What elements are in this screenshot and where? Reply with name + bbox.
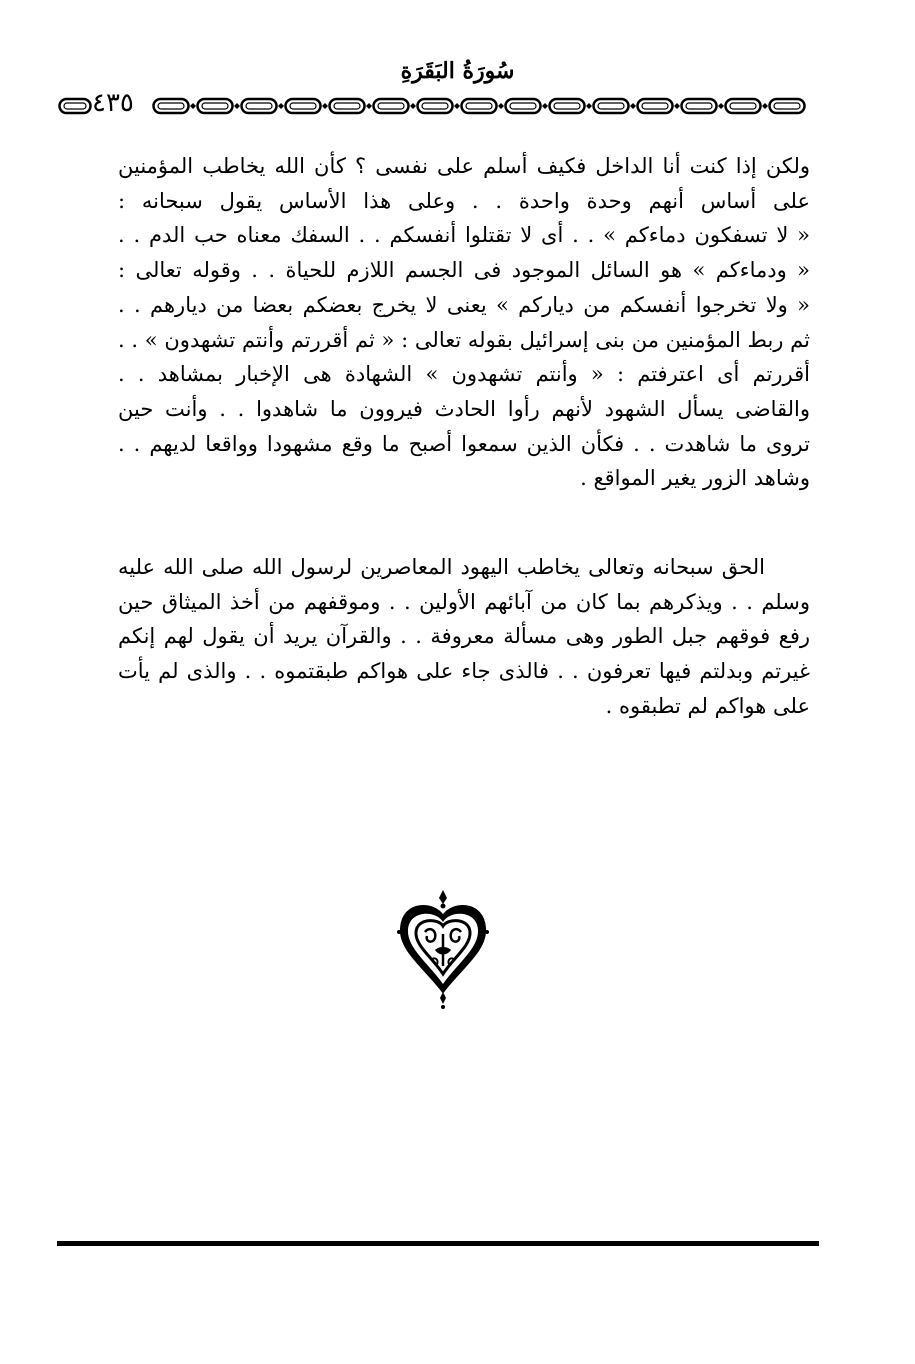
page-number: ٤٣٥ bbox=[92, 88, 134, 118]
chain-border-left-icon bbox=[58, 96, 92, 116]
text-line: وسلم . . ويذكرهم بما كان من آبائهم الأولين . . وموقفهم من أخذ الميثاق حين bbox=[118, 589, 810, 614]
text-line: على هواكم لم تطبقوه . bbox=[605, 693, 810, 718]
text-line: ثم ربط المؤمنين من بنى إسرائيل بقوله تعالى : « ثم أقررتم وأنتم تشهدون » . . bbox=[118, 327, 810, 352]
paragraph-1 bbox=[118, 149, 810, 496]
paragraph-2 bbox=[118, 550, 810, 724]
text-line: على أساس أنهم وحدة واحدة . . وعلى هذا الأساس يقول سبحانه : bbox=[118, 188, 810, 213]
text-line: رفع فوقهم جبل الطور وهى مسألة معروفة . . والقرآن يريد أن يقول لهم إنكم bbox=[118, 624, 810, 649]
text-line: « لا تسفكون دماءكم » . . أى لا تقتلوا أنفسكم . . السفك معناه حب الدم . . bbox=[118, 223, 810, 248]
chain-border-icon bbox=[152, 96, 838, 116]
footer-rule bbox=[57, 1241, 819, 1246]
text-line: « ودماءكم » هو السائل الموجود فى الجسم اللازم للحياة . . وقوله تعالى : bbox=[118, 258, 810, 283]
text-line: والقاضى يسأل الشهود لأنهم رأوا الحادث فيروون ما شاهدوا . . وأنت حين bbox=[118, 396, 810, 421]
text-line: أقررتم أى اعترفتم : « وأنتم تشهدون » الشهادة هى الإخبار بمشاهد . . bbox=[118, 362, 810, 387]
text-line: ولكن إذا كنت أنا الداخل فكيف أسلم على نفسى ؟ كأن الله يخاطب المؤمنين bbox=[118, 154, 810, 178]
text-line: تروى ما شاهدت . . فكأن الذين سمعوا أصبح ما وقع مشهودا وواقعا لديهم . . bbox=[118, 431, 810, 456]
heart-arabesque-ornament-icon bbox=[395, 888, 491, 1010]
surah-title: سُورَةُ البَقَرَةِ bbox=[400, 58, 515, 84]
text-line: غيرتم وبدلتم فيها تعرفون . . فالذى جاء على هواكم طبقتموه . . والذى لم يأت bbox=[118, 659, 810, 684]
text-line: « ولا تخرجوا أنفسكم من دياركم » يعنى لا يخرج بعضكم بعضا من ديارهم . . bbox=[118, 292, 810, 317]
text-line: وشاهد الزور يغير المواقع . bbox=[580, 466, 810, 491]
text-line: الحق سبحانه وتعالى يخاطب اليهود المعاصرين لرسول الله صلى الله عليه bbox=[118, 555, 765, 579]
